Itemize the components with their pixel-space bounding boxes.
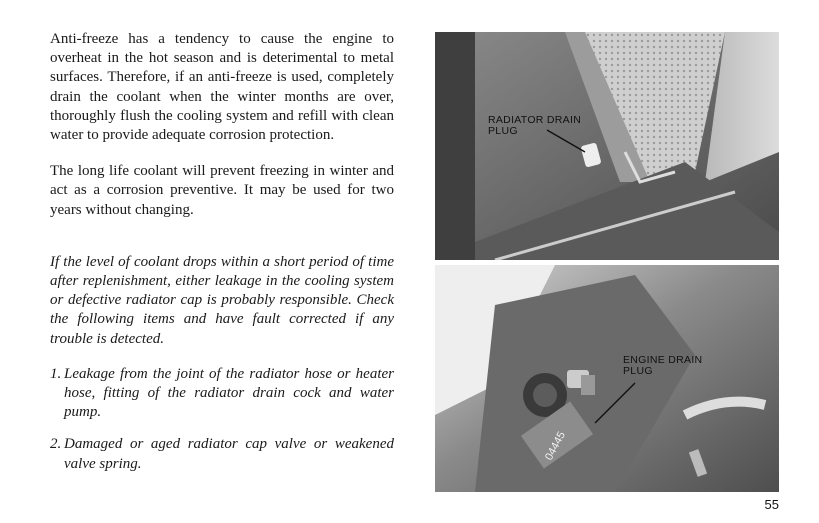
radiator-drain-plug-photo	[435, 32, 779, 260]
list-item-number: 2.	[50, 436, 62, 453]
radiator-photo-image	[435, 32, 779, 260]
list-item-text: Leakage from the joint of the radiator hose or heater hose, fitting of the radiator drain cock and water pump.	[64, 365, 394, 421]
list-item	[50, 365, 394, 423]
paragraph-antifreeze: Anti-freeze has a tendency to cause the engine to overheat in the hot season and is deterimental to metal surfaces. Therefore, if an anti-freeze is used, completely drain the coolant when the winter months are over, thoroughly flush the cooling system and refill with clean water to provide adequate corrosion protection.	[50, 31, 394, 144]
list-item-text: Damaged or aged radiator cap valve or weakened valve spring.	[64, 436, 394, 472]
page-number: 55	[764, 497, 779, 512]
check-list	[50, 365, 394, 474]
paragraph-long-life-coolant: The long life coolant will prevent freezing in winter and act as a corrosion preventive. It may be used for two years without changing.	[50, 163, 394, 218]
list-item-number: 1.	[50, 365, 62, 382]
radiator-drain-plug-label: RADIATOR DRAIN PLUG	[488, 114, 582, 137]
engine-photo-image	[435, 265, 779, 492]
engine-stamp-text: 04445	[543, 429, 569, 463]
engine-drain-plug-photo	[435, 265, 779, 492]
engine-drain-plug-label: ENGINE DRAIN PLUG	[623, 354, 703, 377]
text-column	[50, 30, 394, 487]
list-item	[50, 435, 394, 473]
paragraph-coolant-level: If the level of coolant drops within a short period of time after replenishment, either leakage in the cooling system or defective radiator cap is probably responsible. Check the following items and have fault corrected if any trouble is detected.	[50, 253, 394, 347]
